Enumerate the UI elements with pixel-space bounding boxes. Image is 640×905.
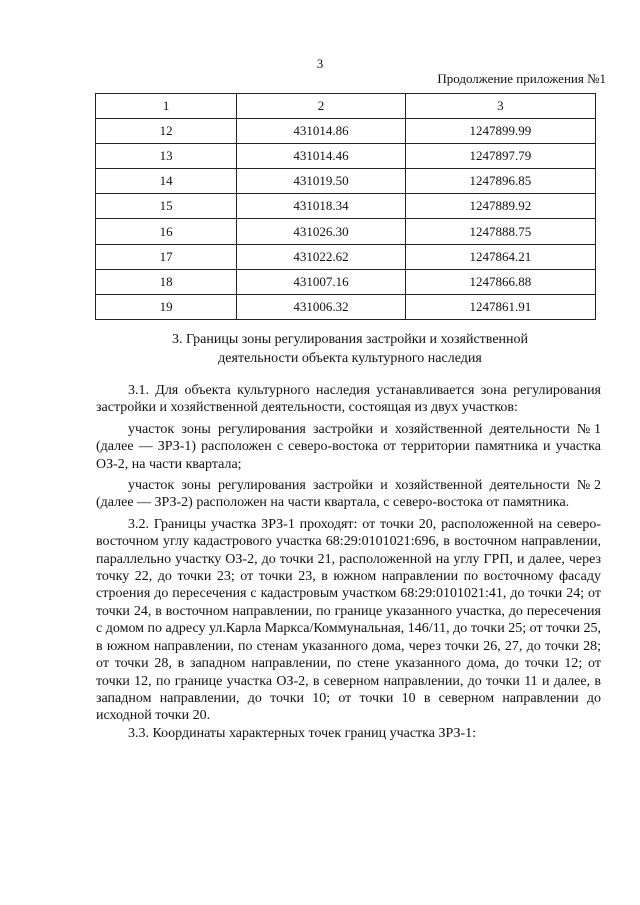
point-number-cell: 16 xyxy=(96,219,237,244)
header-cell: 1 xyxy=(96,94,237,119)
section-title-line: 3. Границы зоны регулирования застройки и хозяйственной xyxy=(171,332,529,347)
x-coordinate-cell: 431019.50 xyxy=(237,169,405,194)
table-row xyxy=(96,269,596,294)
table-row xyxy=(96,194,596,219)
x-coordinate-cell: 431014.86 xyxy=(237,119,405,144)
table-row xyxy=(96,144,596,169)
x-coordinate-cell: 431007.16 xyxy=(237,269,405,294)
table-row xyxy=(96,119,596,144)
y-coordinate-cell: 1247889.92 xyxy=(405,194,595,219)
page-number: 3 xyxy=(316,56,324,71)
point-number-cell: 13 xyxy=(96,144,237,169)
section-title-line: деятельности объекта культурного наследия xyxy=(218,351,482,366)
table-row xyxy=(96,169,596,194)
x-coordinate-cell: 431006.32 xyxy=(237,294,405,319)
paragraph-3-1: 3.1. Для объекта культурного наследия устанавливается зона регулирования застройки и хозяйственной деятельности, состоящая из двух участков: xyxy=(96,383,601,416)
point-number-cell: 18 xyxy=(96,269,237,294)
x-coordinate-cell: 431018.34 xyxy=(237,194,405,219)
paragraph-3-3: 3.3. Координаты характерных точек границ участка ЗРЗ-1: xyxy=(128,725,477,741)
table-row xyxy=(96,219,596,244)
point-number-cell: 17 xyxy=(96,244,237,269)
y-coordinate-cell: 1247866.88 xyxy=(405,269,595,294)
paragraph-zrz-2: участок зоны регулирования застройки и хозяйственной деятельности №2 (далее — ЗРЗ-2) расположен на части квартала, с северо-востока от памятника. xyxy=(96,478,601,511)
paragraph-zrz-1: участок зоны регулирования застройки и хозяйственной деятельности №1 (далее — ЗРЗ-1) расположен с северо-востока от территории памятника и участка ОЗ-2, на части квартала; xyxy=(96,421,601,472)
x-coordinate-cell: 431026.30 xyxy=(237,219,405,244)
x-coordinate-cell: 431022.62 xyxy=(237,244,405,269)
y-coordinate-cell: 1247861.91 xyxy=(405,294,595,319)
point-number-cell: 14 xyxy=(96,169,237,194)
header-cell: 3 xyxy=(405,94,595,119)
section-title xyxy=(0,330,640,368)
y-coordinate-cell: 1247864.21 xyxy=(405,244,595,269)
table-header-row xyxy=(96,94,596,119)
y-coordinate-cell: 1247899.99 xyxy=(405,119,595,144)
table-row xyxy=(96,294,596,319)
point-number-cell: 12 xyxy=(96,119,237,144)
coordinates-table xyxy=(95,93,596,320)
y-coordinate-cell: 1247888.75 xyxy=(405,219,595,244)
y-coordinate-cell: 1247897.79 xyxy=(405,144,595,169)
point-number-cell: 15 xyxy=(96,194,237,219)
paragraph-3-2: 3.2. Границы участка ЗРЗ-1 проходят: от точки 20, расположенной на северо-восточном углу кадастрового участка 68:29:0101021:696, в восточном направлении, параллельно участку ОЗ-2, до точки 21, расположенной на углу ГРП, и далее, через точку 22, до точки 23; от точки 23, в южном направлении по восточному фасаду строения до пересечения с кадастровым участком 68:29:0101021:41, до точки 24; от точки 24, в восточном направлении, по границе указанного участка, до пересечения с домом по адресу ул.Карла Маркса/Коммунальная, 146/11, до точки 25; от точки 25, в южном направлении, по стенам указанного дома, через точки 26, 27, до точки 28; от точки 28, в западном направлении, по стене указанного дома, до точки 12; от точки 12, по границе участка ОЗ-2, в северном направлении, до точки 11 и далее, в западном направлении, до точки 10; от точки 10 в северном направлении до исходной точки 20. xyxy=(96,516,601,724)
document-body xyxy=(96,382,601,742)
table-row xyxy=(96,244,596,269)
point-number-cell: 19 xyxy=(96,294,237,319)
x-coordinate-cell: 431014.46 xyxy=(237,144,405,169)
appendix-continuation-note: Продолжение приложения №1 xyxy=(437,71,606,86)
y-coordinate-cell: 1247896.85 xyxy=(405,169,595,194)
header-cell: 2 xyxy=(237,94,405,119)
